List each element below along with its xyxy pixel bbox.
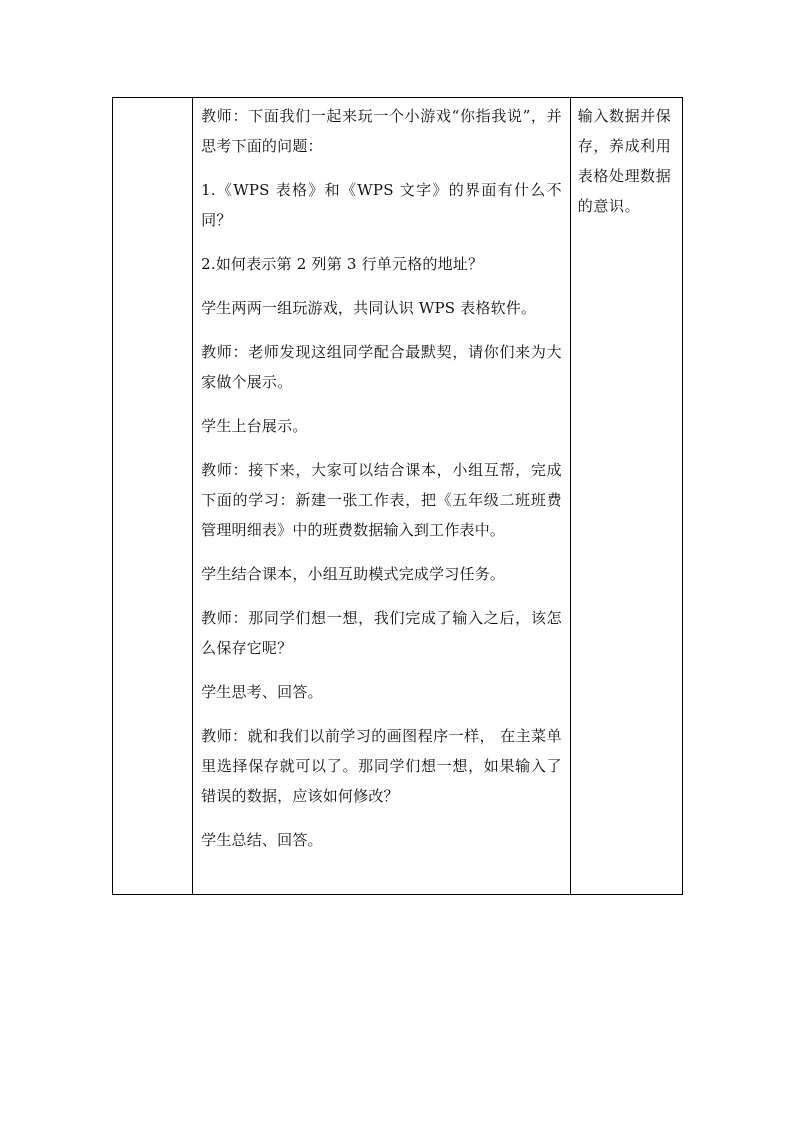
paragraph-student-think: 学生思考、回答。 bbox=[201, 683, 323, 701]
table-row bbox=[113, 98, 683, 895]
design-intent-text: 输入数据并保存，养成利用表格处理数据的意识。 bbox=[577, 107, 672, 215]
design-intent-cell bbox=[570, 98, 682, 895]
stage-cell bbox=[113, 98, 193, 895]
paragraph-question-1: 1.《WPS 表格》和《WPS 文字》的界面有什么不同？ bbox=[201, 181, 562, 229]
paragraph-teacher-save-question: 教师：那同学们想一想，我们完成了输入之后，该怎么保存它呢？ bbox=[201, 609, 562, 657]
lesson-plan-table bbox=[112, 97, 683, 895]
paragraph-student-game: 学生两两一组玩游戏，共同认识 WPS 表格软件。 bbox=[201, 299, 537, 317]
paragraph-teacher-task: 教师：接下来，大家可以结合课本，小组互帮，完成下面的学习：新建一张工作表，把《五年级二班班费管理明细表》中的班费数据输入到工作表中。 bbox=[201, 461, 562, 539]
activity-cell bbox=[193, 98, 571, 895]
paragraph-teacher-save-answer: 教师：就和我们以前学习的画图程序一样， 在主菜单里选择保存就可以了。那同学们想一想，如果输入了错误的数据，应该如何修改？ bbox=[201, 727, 562, 805]
paragraph-student-summary: 学生总结、回答。 bbox=[201, 831, 323, 849]
paragraph-student-task: 学生结合课本，小组互助模式完成学习任务。 bbox=[201, 565, 506, 583]
paragraph-teacher-showcase: 教师：老师发现这组同学配合最默契，请你们来为大家做个展示。 bbox=[201, 343, 562, 391]
paragraph-question-2: 2.如何表示第 2 列第 3 行单元格的地址？ bbox=[201, 255, 484, 273]
paragraph-student-present: 学生上台展示。 bbox=[201, 417, 308, 435]
paragraph-teacher-game-intro: 教师：下面我们一起来玩一个小游戏“你指我说”，并思考下面的问题： bbox=[201, 107, 562, 155]
